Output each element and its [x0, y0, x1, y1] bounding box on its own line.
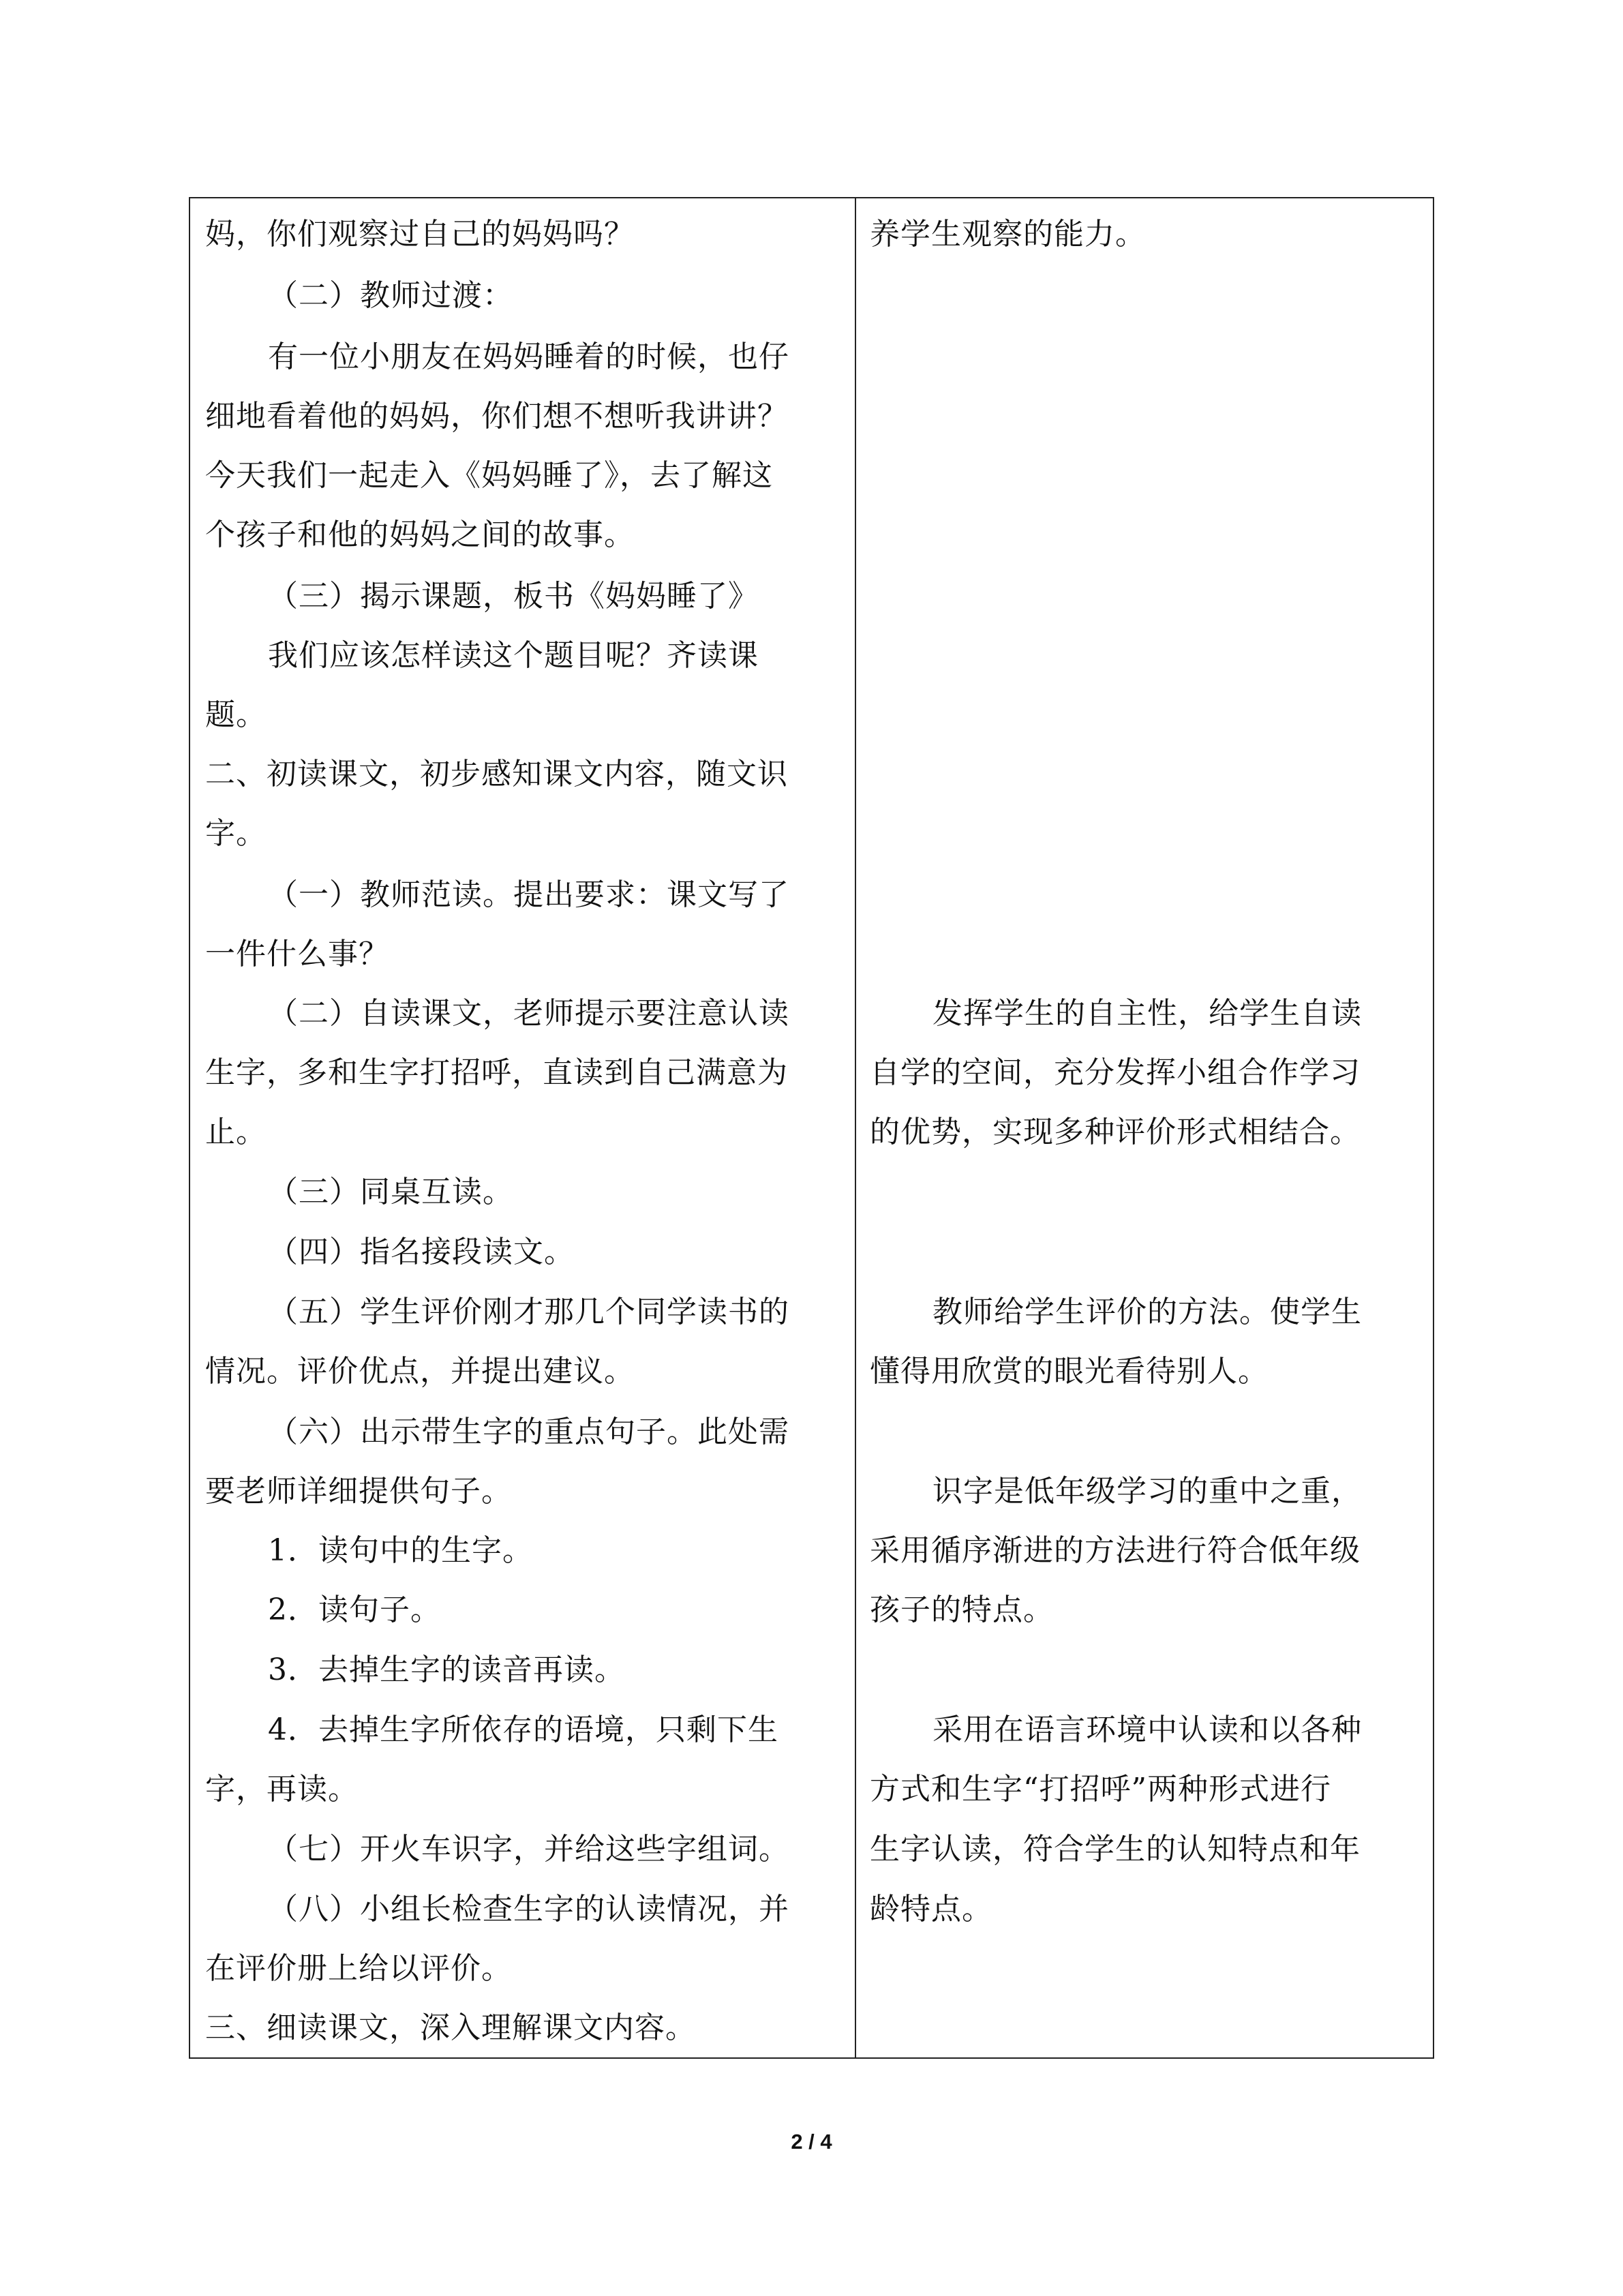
text-line: （一）教师范读。提出要求：课文写了 [268, 877, 789, 912]
text-line: 采用在语言环境中认读和以各种 [932, 1712, 1362, 1747]
text-line: 孩子的特点。 [870, 1592, 1054, 1627]
text-line: 字。 [205, 816, 267, 851]
text-line: （二）自读课文，老师提示要注意认读 [268, 996, 789, 1031]
text-line: 在评价册上给以评价。 [205, 1951, 512, 1986]
text-line: 题。 [205, 697, 267, 732]
text-line: （五）学生评价刚才那几个同学读书的 [268, 1295, 789, 1329]
text-line: 4．去掉生字所依存的语境，只剩下生 [268, 1712, 778, 1747]
text-line: 生字，多和生字打招呼，直读到自己满意为 [205, 1055, 788, 1090]
text-line: 龄特点。 [870, 1892, 992, 1927]
text-line: （四）指名接段读文。 [268, 1235, 575, 1269]
text-line: 情况。评价优点，并提出建议。 [205, 1354, 635, 1389]
text-line: （七）开火车识字，并给这些字组词。 [268, 1832, 789, 1867]
text-line: 字，再读。 [205, 1772, 359, 1807]
text-line: 自学的空间，充分发挥小组合作学习 [870, 1055, 1361, 1090]
text-line: 懂得用欣赏的眼光看待别人。 [870, 1354, 1269, 1389]
text-line: 有一位小朋友在妈妈睡着的时候，也仔 [268, 339, 789, 374]
text-line: 养学生观察的能力。 [870, 217, 1146, 252]
text-line: 采用循序渐进的方法进行符合低年级 [870, 1533, 1361, 1568]
text-line: 2．读句子。 [268, 1592, 441, 1627]
text-line: 生字认读，符合学生的认知特点和年 [870, 1832, 1361, 1867]
text-line: 要老师详细提供句子。 [205, 1474, 512, 1509]
text-line: （三）同桌互读。 [268, 1175, 513, 1209]
text-line: 细地看着他的妈妈，你们想不想听我讲讲？ [205, 399, 788, 434]
text-line: 止。 [205, 1115, 267, 1149]
text-line: 教师给学生评价的方法。使学生 [932, 1295, 1362, 1329]
text-line: 的优势，实现多种评价形式相结合。 [870, 1115, 1361, 1149]
section-heading: 二、初读课文，初步感知课文内容，随文识 [205, 757, 788, 791]
text-line: 3．去掉生字的读音再读。 [268, 1652, 625, 1687]
text-line: 发挥学生的自主性，给学生自读 [932, 996, 1362, 1031]
lesson-plan-table [189, 197, 1434, 2059]
text-line: （三）揭示课题，板书《妈妈睡了》 [268, 579, 759, 614]
text-line: （六）出示带生字的重点句子。此处需 [268, 1415, 789, 1449]
page-number: 2 / 4 [791, 2130, 832, 2154]
text-line: （二）教师过渡： [268, 278, 513, 313]
text-line: 今天我们一起走入《妈妈睡了》，去了解这 [205, 458, 773, 493]
text-line: 一件什么事？ [205, 937, 389, 971]
text-line: 方式和生字“打招呼”两种形式进行 [870, 1772, 1331, 1807]
text-line: 我们应该怎样读这个题目呢？齐读课 [268, 638, 759, 673]
text-line: （八）小组长检查生字的认读情况，并 [268, 1892, 789, 1927]
text-line: 妈，你们观察过自己的妈妈吗？ [205, 217, 635, 252]
text-line: 个孩子和他的妈妈之间的故事。 [205, 517, 635, 552]
section-heading: 三、细读课文，深入理解课文内容。 [205, 2010, 696, 2045]
text-line: 1．读句中的生字。 [268, 1533, 533, 1568]
text-line: 识字是低年级学习的重中之重， [932, 1474, 1362, 1509]
column-divider [855, 198, 856, 2057]
